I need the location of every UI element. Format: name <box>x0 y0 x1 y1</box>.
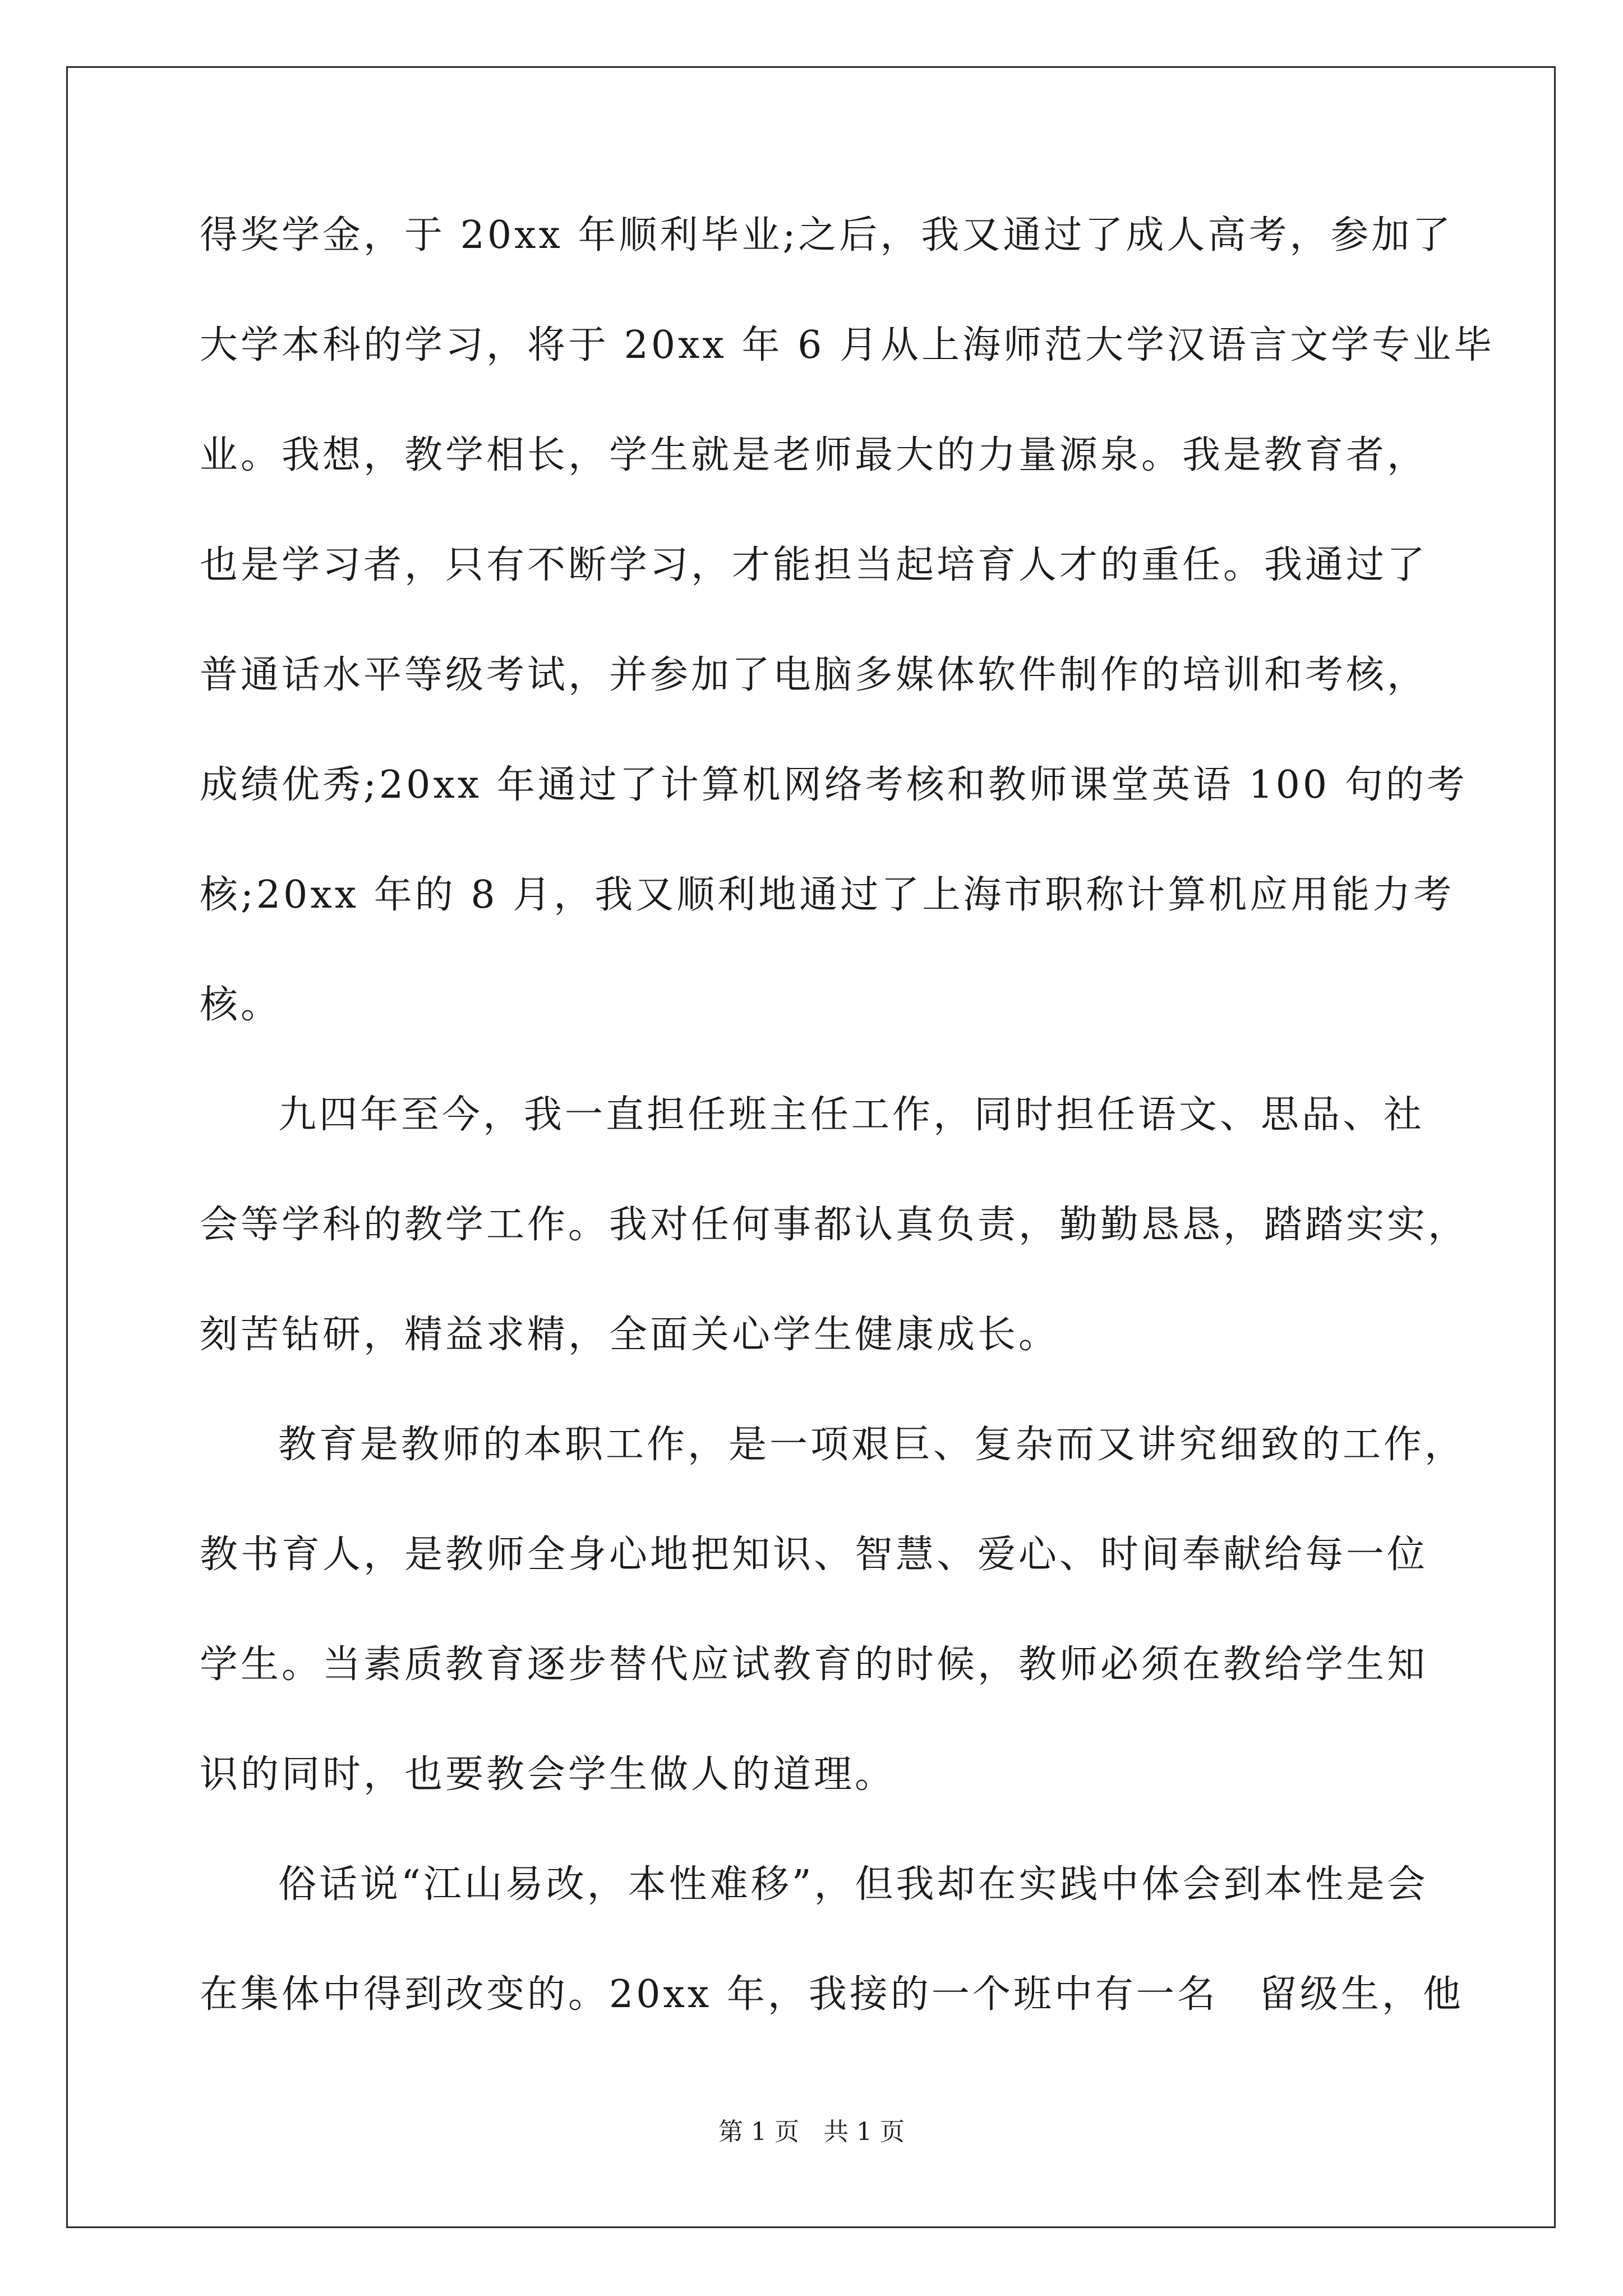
text-line-17: 在集体中得到改变的。20xx 年，我接的一个班中有一名 留级生，他 <box>200 1972 1464 2017</box>
text-line-8: 核。 <box>200 983 282 1027</box>
text-line-14: 学生。当素质教育逐步替代应试教育的时候，教师必须在教给学生知 <box>200 1642 1428 1687</box>
text-line-16: 俗话说“江山易改，本性难移”，但我却在实践中体会到本性是会 <box>278 1862 1428 1907</box>
text-line-5: 普通话水平等级考试，并参加了电脑多媒体软件制作的培训和考核， <box>200 653 1428 697</box>
text-line-15: 识的同时，也要教会学生做人的道理。 <box>200 1752 896 1797</box>
text-line-2: 大学本科的学习，将于 20xx 年 6 月从上海师范大学汉语言文学专业毕 <box>200 323 1495 367</box>
text-line-12: 教育是教师的本职工作，是一项艰巨、复杂而又讲究细致的工作， <box>278 1423 1466 1467</box>
text-line-1: 得奖学金，于 20xx 年顺利毕业;之后，我又通过了成人高考，参加了 <box>200 213 1454 257</box>
text-line-9: 九四年至今，我一直担任班主任工作，同时担任语文、思品、社 <box>278 1093 1425 1137</box>
text-line-13: 教书育人，是教师全身心地把知识、智慧、爱心、时间奉献给每一位 <box>200 1533 1428 1577</box>
text-line-11: 刻苦钻研，精益求精，全面关心学生健康成长。 <box>200 1313 1060 1357</box>
text-line-3: 业。我想，教学相长，学生就是老师最大的力量源泉。我是教育者， <box>200 433 1428 477</box>
text-line-10: 会等学科的教学工作。我对任何事都认真负责，勤勤恳恳，踏踏实实， <box>200 1203 1469 1247</box>
document-body <box>200 202 1495 2071</box>
page-footer: 第 1 页 共 1 页 <box>718 2118 905 2146</box>
text-line-4: 也是学习者，只有不断学习，才能担当起培育人才的重任。我通过了 <box>200 543 1428 587</box>
text-line-6: 成绩优秀;20xx 年通过了计算机网络考核和教师课堂英语 100 句的考 <box>200 763 1468 807</box>
text-line-7: 核;20xx 年的 8 月，我又顺利地通过了上海市职称计算机应用能力考 <box>200 873 1455 917</box>
